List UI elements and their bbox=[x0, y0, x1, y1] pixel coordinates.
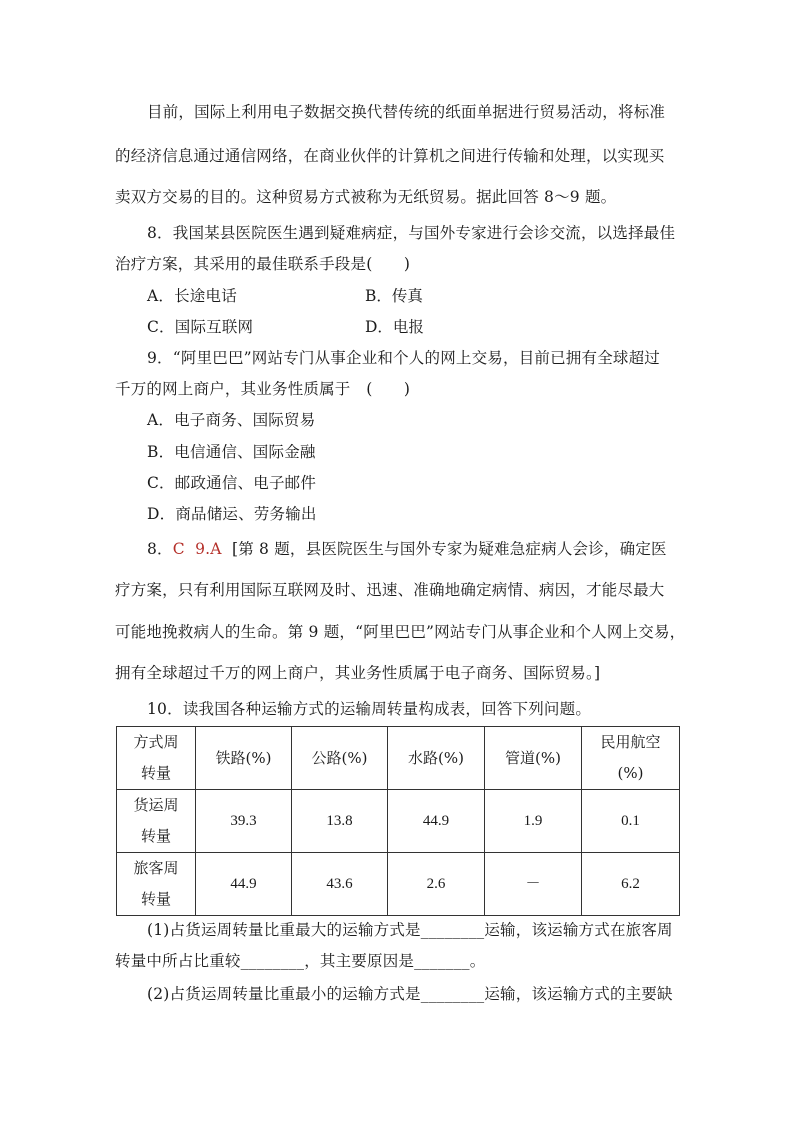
table-cell: － bbox=[485, 853, 582, 916]
header-cell-pipeline: 管道(%) bbox=[485, 727, 582, 790]
answer-explanation-start: [第 8 题，县医院医生与国外专家为疑难急症病人会诊，确定医 bbox=[231, 540, 667, 558]
table-cell: 6.2 bbox=[582, 853, 680, 916]
q9-option-b: B．电信通信、国际金融 bbox=[147, 443, 316, 461]
q8-option-b: B．传真 bbox=[365, 287, 423, 305]
intro-line-3: 卖双方交易的目的。这种贸易方式被称为无纸贸易。据此回答 8～9 题。 bbox=[115, 188, 617, 206]
header-cell-water: 水路(%) bbox=[388, 727, 485, 790]
q8-option-d: D．电报 bbox=[365, 318, 424, 336]
table-cell: 1.9 bbox=[485, 790, 582, 853]
table-cell: 13.8 bbox=[292, 790, 388, 853]
q9-option-a: A．电子商务、国际贸易 bbox=[147, 411, 316, 429]
intro-line-2: 的经济信息通过通信网络，在商业伙伴的计算机之间进行传输和处理，以实现买 bbox=[115, 147, 665, 165]
q8-option-c: C．国际互联网 bbox=[147, 318, 254, 336]
q10-title: 10．读我国各种运输方式的运输周转量构成表，回答下列问题。 bbox=[147, 700, 592, 718]
intro-line-1: 目前，国际上利用电子数据交换代替传统的纸面单据进行贸易活动，将标准 bbox=[147, 103, 666, 121]
table-row-passenger bbox=[117, 853, 680, 916]
row-label-freight: 货运周 转量 bbox=[117, 790, 196, 853]
q9-option-d: D．商品储运、劳务输出 bbox=[147, 505, 317, 523]
answer-prefix: 8． bbox=[147, 540, 173, 558]
q10-sub1-line-1: (1)占货运周转量比重最大的运输方式是________运输，该运输方式在旅客周 bbox=[147, 921, 673, 939]
answer-line-1 bbox=[147, 537, 667, 559]
q9-option-c: C．邮政通信、电子邮件 bbox=[147, 474, 317, 492]
answer-line-4: 拥有全球超过千万的网上商户，其业务性质属于电子商务、国际贸易。] bbox=[115, 664, 601, 682]
q8-line-2: 治疗方案，其采用的最佳联系手段是( ) bbox=[115, 255, 411, 273]
table-cell: 2.6 bbox=[388, 853, 485, 916]
q8-line-1: 8．我国某县医院医生遇到疑难病症，与国外专家进行会诊交流，以选择最佳 bbox=[147, 224, 676, 242]
answer-q9: 9.A bbox=[195, 540, 222, 558]
table-header-row bbox=[117, 727, 680, 790]
header-cell-mode: 方式周 转量 bbox=[117, 727, 196, 790]
q10-sub2-line-1: (2)占货运周转量比重最小的运输方式是________运输，该运输方式的主要缺 bbox=[147, 985, 673, 1003]
table-row-freight bbox=[117, 790, 680, 853]
q8-option-a: A．长途电话 bbox=[147, 287, 237, 305]
answer-line-2: 疗方案，只有利用国际互联网及时、迅速、准确地确定病情、病因，才能尽最大 bbox=[115, 581, 665, 599]
q10-sub1-line-2: 转量中所占比重较________，其主要原因是_______。 bbox=[115, 952, 486, 970]
transport-table bbox=[116, 726, 680, 916]
table-cell: 39.3 bbox=[196, 790, 292, 853]
answer-line-3: 可能地挽救病人的生命。第 9 题，“阿里巴巴”网站专门从事企业和个人网上交易， bbox=[115, 623, 686, 641]
table-cell: 44.9 bbox=[388, 790, 485, 853]
header-cell-road: 公路(%) bbox=[292, 727, 388, 790]
header-cell-aviation: 民用航空 (%) bbox=[582, 727, 680, 790]
q9-line-1: 9．“阿里巴巴”网站专门从事企业和个人的网上交易，目前已拥有全球超过 bbox=[147, 349, 661, 367]
answer-q8: C bbox=[172, 540, 185, 558]
table-cell: 44.9 bbox=[196, 853, 292, 916]
table-cell: 0.1 bbox=[582, 790, 680, 853]
q9-line-2: 千万的网上商户，其业务性质属于 ( ) bbox=[115, 380, 411, 398]
table-cell: 43.6 bbox=[292, 853, 388, 916]
row-label-passenger: 旅客周 转量 bbox=[117, 853, 196, 916]
header-cell-rail: 铁路(%) bbox=[196, 727, 292, 790]
